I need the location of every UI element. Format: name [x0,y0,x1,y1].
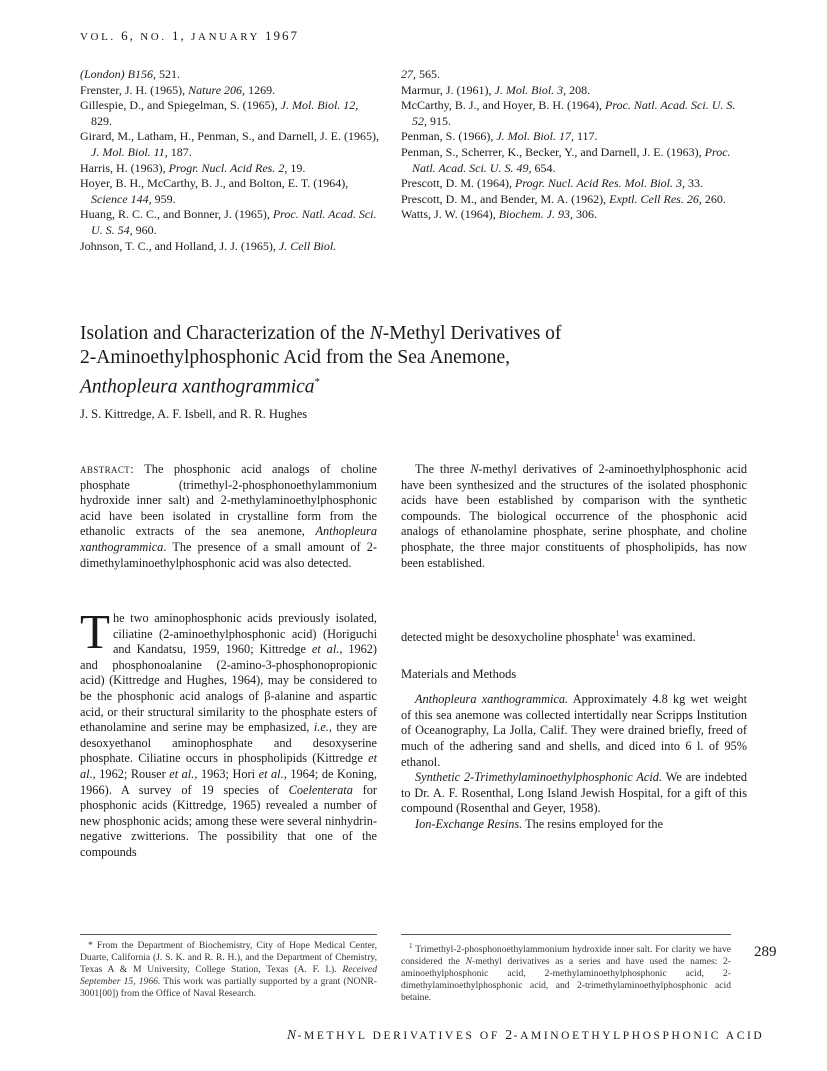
abstract: abstract: The phosphonic acid analogs of choline phosphate (trimethyl-2-phosphonoethylammonium hydroxide inner salt) and 2-methylaminoethylphosphonic acid have been isolated in crystalline form from the ethanolic extracts of the sea anemone, Anthopleura xanthogrammica. The presence of a small amount of 2-dimethylaminoethylphosphonic acid was also detected. [80,462,377,570]
abstract-continued: The three N-methyl derivatives of 2-aminoethylphosphonic acid have been synthesized and the structures of the isolated phosphonic acids have been established by comparison with the synthetic compounds. The biological occurrence of the phosphonic acid analogs of ethanolamine phosphate, serine phosphate, and choline phosphate, the three major constituents of phospholipids, has now been established. [401,462,748,570]
reference: Penman, S. (1966), J. Mol. Biol. 17, 117. [401,129,598,144]
footnote-rule-right [401,934,731,935]
reference: Gillespie, D., and Spiegelman, S. (1965), J. Mol. Biol. 12, 829. [80,98,359,128]
footnote-right: $^1$ Trimethyl-2-phosphonoethylammonium hydroxide inner salt. For clarity we have considered the N-methyl derivatives as a series and have used the names: 2-aminoethylphosphonic acid, 2-methylaminoethylphosphonic acid, 2-dimethylaminoethylphosphonic acid, and 2-trimethylaminoethylphosphonic acid betaine. [401,942,731,1004]
references-right [401,67,747,223]
title-line-1: Isolation and Characterization of the N-Methyl Derivatives of [80,323,562,344]
page-number: 289 [754,944,777,960]
reference: Girard, M., Latham, H., Penman, S., and Darnell, J. E. (1965), J. Mol. Biol. 11, 187. [80,129,379,159]
running-footer: N-METHYL DERIVATIVES OF 2-AMINOETHYLPHOSPHONIC ACID [287,1027,765,1042]
reference: (London) B156, 521. [80,67,181,81]
reference: Prescott, D. M. (1964), Progr. Nucl. Acid Res. Mol. Biol. 3, 33. [401,176,703,191]
reference: 27, 565. [401,67,440,81]
reference: Watts, J. W. (1964), Biochem. J. 93, 306. [401,207,598,222]
reference: Prescott, D. M., and Bender, M. A. (1962), Exptl. Cell Res. 26, 260. [401,191,726,206]
reference: McCarthy, B. J., and Hoyer, B. H. (1964), Proc. Natl. Acad. Sci. U. S. 52, 915. [401,98,736,128]
reference: Huang, R. C. C., and Bonner, J. (1965), Proc. Natl. Acad. Sci. U. S. 54, 960. [80,207,377,237]
reference: Hoyer, B. H., McCarthy, B. J., and Bolton, E. T. (1964), Science 144, 959. [80,176,349,206]
footnote-left: * From the Department of Biochemistry, City of Hope Medical Center, Duarte, California (J. S. K. and R. R. H.), and the Department of Chemistry, Texas A & M University, College Station, Texas (A. F. I.). Received September 15, 1966. This work was partially supported by a grant (NONR-3001[00]) from the Office of Naval Research. [80,940,377,999]
article-title [80,322,760,400]
authors: J. S. Kittredge, A. F. Isbell, and R. R. Hughes [80,407,308,421]
abstract-label: abstract: [80,462,135,476]
drop-cap: T [80,604,110,659]
reference: Johnson, T. C., and Holland, J. J. (1965), J. Cell Biol. [80,238,337,253]
reference: Frenster, J. H. (1965), Nature 206, 1269. [80,82,276,97]
section-heading: Materials and Methods [401,666,517,681]
running-header: VOL. 6, NO. 1, JANUARY 1967 [80,28,300,43]
reference: Marmur, J. (1961), J. Mol. Biol. 3, 208. [401,82,591,97]
references-left [80,67,380,254]
reference: Penman, S., Scherrer, K., Becker, Y., and Darnell, J. E. (1963), Proc. Natl. Acad. Sci. U. S. 49, 654. [401,144,731,175]
footnote-rule-left [80,934,377,935]
title-line-2: 2-Aminoethylphosphonic Acid from the Sea Anemone, [80,347,511,369]
introduction: The two aminophosphonic acids previously isolated, ciliatine (2-aminoethylphosphonic acid) (Horiguchi and Kandatsu, 1959, 1960; Kittredge et al., 1962) and phosphonoalanine (2-amino-3-phosphonopropionic acid) (Kittredge and Hughes, 1964), may be considered to be the phosphonic acid analogs of β-alanine and aspartic acid, or their structural similarity to the phosphate esters of ethanolamine and serine may be emphasized, i.e., they are desoxyethanol aminophosphate and desoxyserine phosphate. Ciliatine occurs in phospholipids (Kittredge et al., 1962; Rouser et al., 1963; Hori et al., 1964; de Koning, 1966). A survey of 19 species of Coelenterata for phosphonic acids (Kittredge, 1965) revealed a number of new phosphonic acids; among these were several ninhydrin-negative zwitterions. The possibility that one of the compounds [80,604,378,859]
title-line-3: Anthopleura xanthogrammica* [80,376,321,398]
reference: Harris, H. (1963), Progr. Nucl. Acid Res. 2, 19. [80,160,306,175]
right-column-body: detected might be desoxycholine phosphate$^1$ was examined. Materials and Methods Anthopleura xanthogrammica. Approximately 4.8 kg wet weight of this sea anemone was collected intertidally near Scripps Institution of Oceanography, La Jolla, Calif. They were drained briefly, freed of much of the adhering sand and shells, and diced into 6 l. of 95% ethanol. Synthetic 2-Trimethylaminoethylphosphonic Acid. We are indebted to Dr. A. F. Rosenthal, Long Island Jewish Hospital, for a gift of this compound (Rosenthal and Geyer, 1958). Ion-Exchange Resins. The resins employed for the [401,629,748,832]
